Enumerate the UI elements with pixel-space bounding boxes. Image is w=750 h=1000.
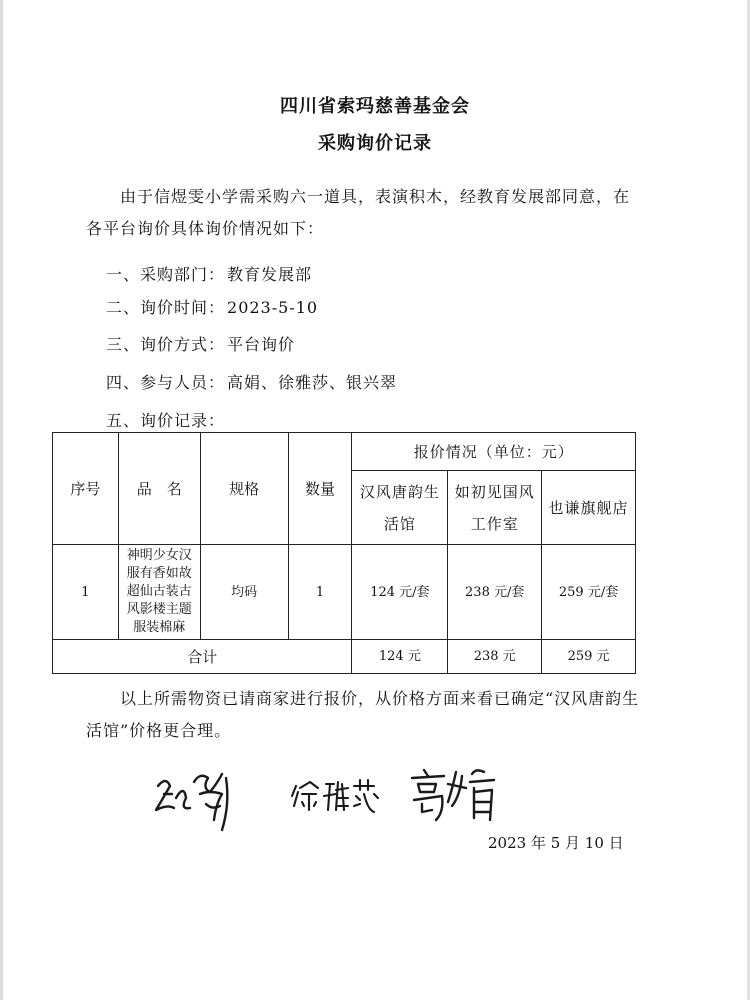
item-time xyxy=(106,295,318,318)
row-price-2: 238 元/套 xyxy=(448,545,542,640)
item-value: 平台询价 xyxy=(227,335,296,354)
row-index: 1 xyxy=(53,545,119,640)
item-label: 四、参与人员： xyxy=(106,373,226,392)
total-3: 259 元 xyxy=(542,640,636,674)
item-label: 一、采购部门： xyxy=(106,265,226,284)
item-value: 高娟、徐雅莎、银兴翠 xyxy=(227,373,398,392)
header-qty: 数量 xyxy=(288,433,352,545)
document-date: 2023 年 5 月 10 日 xyxy=(488,834,624,852)
header-vendor-3: 也谦旗舰店 xyxy=(542,471,636,545)
item-value: 2023-5-10 xyxy=(227,298,319,317)
table-row xyxy=(53,545,636,640)
item-label: 二、询价时间： xyxy=(106,298,226,317)
closing-paragraph: 以上所需物资已请商家进行报价，从价格方面来看已确定“汉风唐韵生活馆”价格更合理。 xyxy=(86,689,640,740)
signature-yin-xingcui xyxy=(150,764,250,836)
item-label: 三、询价方式： xyxy=(106,335,226,354)
quote-table xyxy=(52,432,636,674)
header-vendor-1: 汉风唐韵生活馆 xyxy=(352,471,448,545)
doc-title: 采购询价记录 xyxy=(318,133,432,154)
item-value: 教育发展部 xyxy=(227,265,313,284)
header-name: 品 名 xyxy=(118,433,200,545)
header-vendor-2: 如初见国风工作室 xyxy=(448,471,542,545)
intro-paragraph: 由于信煜雯小学需采购六一道具，表演积木，经教育发展部同意，在各平台询价具体询价情况如下： xyxy=(86,187,631,238)
header-index: 序号 xyxy=(53,433,119,545)
row-qty: 1 xyxy=(288,545,352,640)
row-price-1: 124 元/套 xyxy=(352,545,448,640)
item-record xyxy=(106,408,227,431)
header-price-group: 报价情况（单位：元） xyxy=(352,433,636,471)
item-department xyxy=(106,262,312,285)
total-2: 238 元 xyxy=(448,640,542,674)
total-1: 124 元 xyxy=(352,640,448,674)
item-method xyxy=(106,332,295,355)
row-price-3: 259 元/套 xyxy=(542,545,636,640)
signature-xu-yasha xyxy=(290,776,390,822)
row-spec: 均码 xyxy=(200,545,288,640)
total-label: 合计 xyxy=(53,640,352,674)
org-title: 四川省索玛慈善基金会 xyxy=(280,96,470,117)
header-spec: 规格 xyxy=(200,433,288,545)
item-participants xyxy=(106,370,397,393)
row-name: 神明少女汉服有香如故超仙古装古风影楼主题服装棉麻 xyxy=(118,545,200,640)
total-row xyxy=(53,640,636,674)
signature-gao-juan xyxy=(406,762,506,826)
item-label: 五、询价记录： xyxy=(106,411,226,430)
